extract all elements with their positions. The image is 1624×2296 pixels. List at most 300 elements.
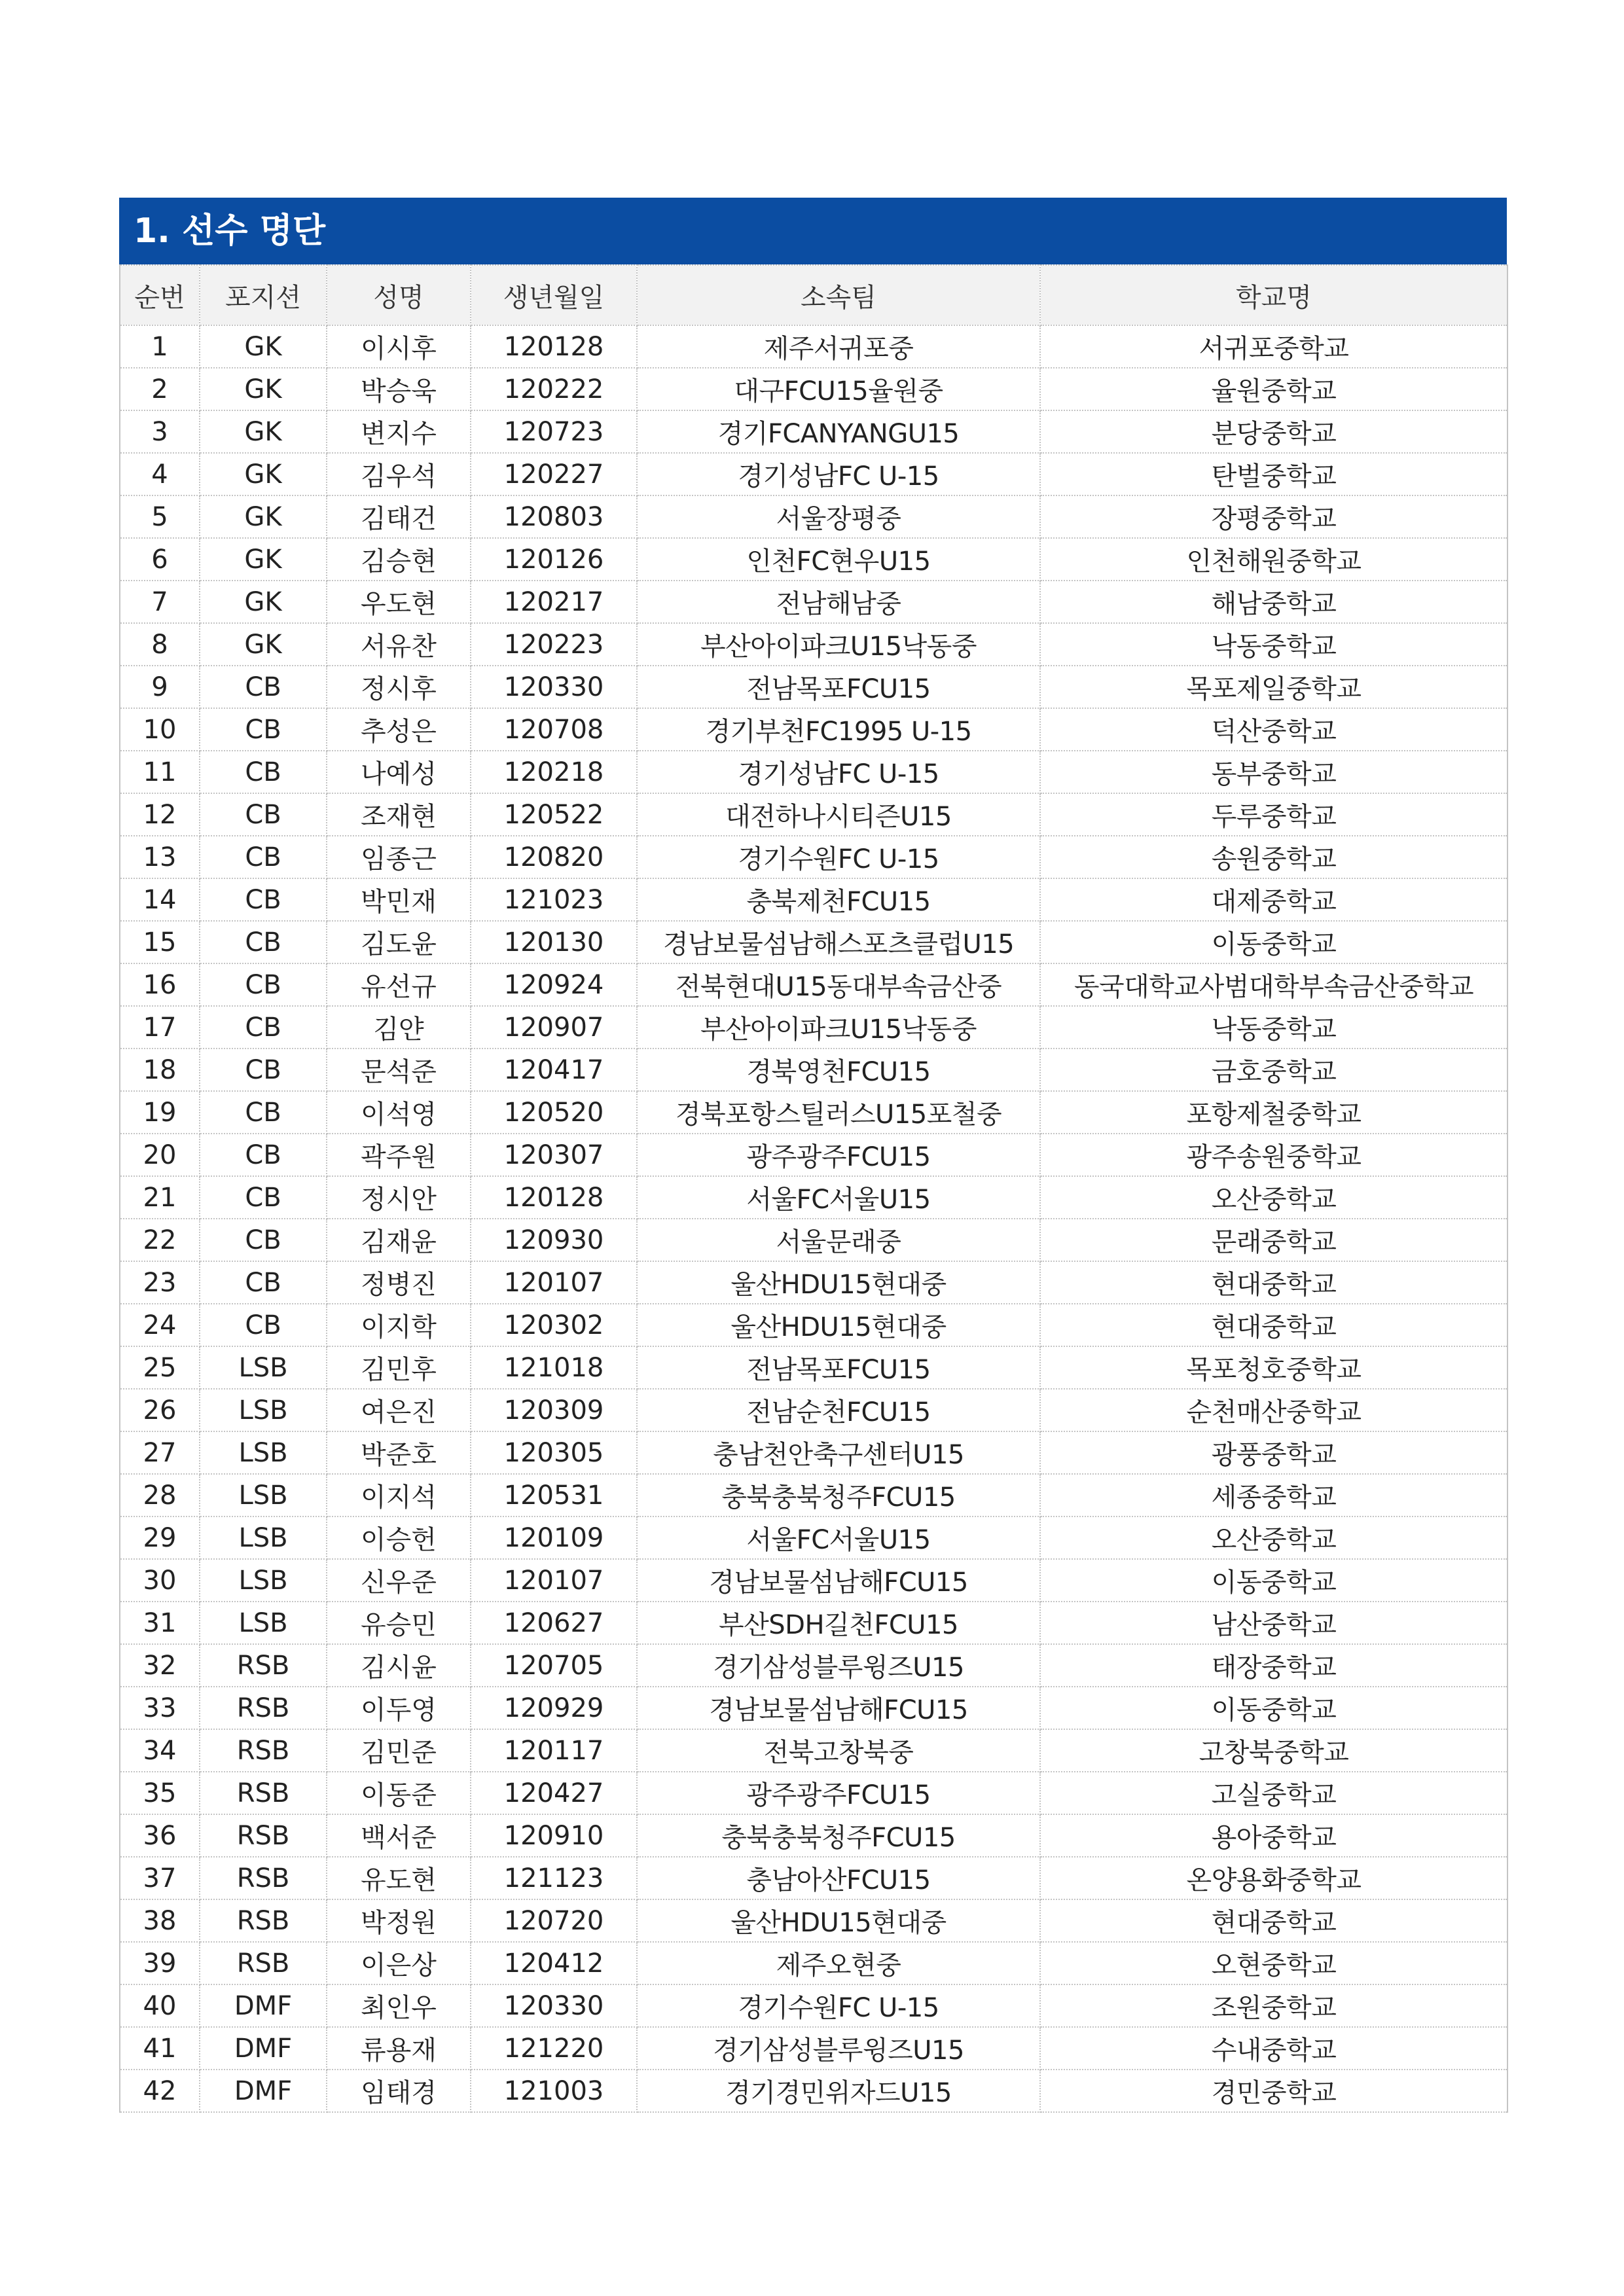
cell-number: 16 bbox=[120, 963, 200, 1006]
cell-birthdate: 120627 bbox=[471, 1602, 637, 1644]
table-row bbox=[120, 495, 1507, 538]
cell-school: 고실중학교 bbox=[1040, 1772, 1507, 1814]
cell-team: 광주광주FCU15 bbox=[637, 1134, 1040, 1176]
cell-position: GK bbox=[200, 368, 327, 410]
cell-number: 31 bbox=[120, 1602, 200, 1644]
cell-name: 이시후 bbox=[327, 325, 471, 368]
cell-team: 경기수원FC U-15 bbox=[637, 1984, 1040, 2027]
cell-team: 경기부천FC1995 U-15 bbox=[637, 708, 1040, 751]
cell-team: 대전하나시티즌U15 bbox=[637, 793, 1040, 836]
cell-name: 유도현 bbox=[327, 1857, 471, 1899]
cell-team: 전남목포FCU15 bbox=[637, 666, 1040, 708]
cell-position: GK bbox=[200, 495, 327, 538]
cell-number: 3 bbox=[120, 410, 200, 453]
cell-number: 14 bbox=[120, 878, 200, 921]
cell-name: 이지학 bbox=[327, 1304, 471, 1346]
header-name: 성명 bbox=[327, 265, 471, 325]
table-row bbox=[120, 836, 1507, 878]
cell-team: 경기성남FC U-15 bbox=[637, 751, 1040, 793]
table-row bbox=[120, 2027, 1507, 2070]
cell-name: 김도윤 bbox=[327, 921, 471, 963]
cell-birthdate: 120218 bbox=[471, 751, 637, 793]
table-row bbox=[120, 538, 1507, 581]
cell-school: 현대중학교 bbox=[1040, 1899, 1507, 1942]
cell-name: 정병진 bbox=[327, 1261, 471, 1304]
cell-number: 22 bbox=[120, 1219, 200, 1261]
cell-number: 30 bbox=[120, 1559, 200, 1602]
cell-birthdate: 120223 bbox=[471, 623, 637, 666]
cell-team: 경기수원FC U-15 bbox=[637, 836, 1040, 878]
cell-number: 33 bbox=[120, 1687, 200, 1729]
cell-number: 41 bbox=[120, 2027, 200, 2070]
cell-number: 7 bbox=[120, 581, 200, 623]
cell-name: 김민준 bbox=[327, 1729, 471, 1772]
cell-number: 29 bbox=[120, 1516, 200, 1559]
cell-number: 10 bbox=[120, 708, 200, 751]
cell-team: 울산HDU15현대중 bbox=[637, 1261, 1040, 1304]
cell-birthdate: 120126 bbox=[471, 538, 637, 581]
table-row bbox=[120, 325, 1507, 368]
cell-school: 문래중학교 bbox=[1040, 1219, 1507, 1261]
cell-birthdate: 120128 bbox=[471, 1176, 637, 1219]
cell-birthdate: 120820 bbox=[471, 836, 637, 878]
cell-position: LSB bbox=[200, 1602, 327, 1644]
cell-team: 부산아이파크U15낙동중 bbox=[637, 623, 1040, 666]
cell-team: 인천FC현우U15 bbox=[637, 538, 1040, 581]
cell-position: CB bbox=[200, 751, 327, 793]
cell-position: CB bbox=[200, 1261, 327, 1304]
cell-name: 우도현 bbox=[327, 581, 471, 623]
cell-team: 부산아이파크U15낙동중 bbox=[637, 1006, 1040, 1049]
cell-school: 두루중학교 bbox=[1040, 793, 1507, 836]
cell-number: 12 bbox=[120, 793, 200, 836]
cell-school: 목포청호중학교 bbox=[1040, 1346, 1507, 1389]
cell-birthdate: 120217 bbox=[471, 581, 637, 623]
cell-name: 조재현 bbox=[327, 793, 471, 836]
cell-position: LSB bbox=[200, 1474, 327, 1516]
cell-position: LSB bbox=[200, 1389, 327, 1431]
cell-number: 17 bbox=[120, 1006, 200, 1049]
cell-team: 울산HDU15현대중 bbox=[637, 1899, 1040, 1942]
cell-birthdate: 120929 bbox=[471, 1687, 637, 1729]
cell-position: CB bbox=[200, 793, 327, 836]
cell-birthdate: 121123 bbox=[471, 1857, 637, 1899]
cell-birthdate: 120107 bbox=[471, 1261, 637, 1304]
cell-number: 24 bbox=[120, 1304, 200, 1346]
table-row bbox=[120, 1772, 1507, 1814]
cell-school: 오산중학교 bbox=[1040, 1516, 1507, 1559]
cell-name: 최인우 bbox=[327, 1984, 471, 2027]
cell-name: 김얀 bbox=[327, 1006, 471, 1049]
cell-school: 포항제철중학교 bbox=[1040, 1091, 1507, 1134]
cell-school: 고창북중학교 bbox=[1040, 1729, 1507, 1772]
cell-school: 광주송원중학교 bbox=[1040, 1134, 1507, 1176]
cell-school: 분당중학교 bbox=[1040, 410, 1507, 453]
table-row bbox=[120, 963, 1507, 1006]
cell-position: RSB bbox=[200, 1772, 327, 1814]
cell-position: CB bbox=[200, 836, 327, 878]
cell-team: 경남보물섬남해FCU15 bbox=[637, 1559, 1040, 1602]
cell-name: 이지석 bbox=[327, 1474, 471, 1516]
cell-school: 장평중학교 bbox=[1040, 495, 1507, 538]
cell-name: 류용재 bbox=[327, 2027, 471, 2070]
cell-birthdate: 120128 bbox=[471, 325, 637, 368]
cell-name: 김태건 bbox=[327, 495, 471, 538]
cell-name: 여은진 bbox=[327, 1389, 471, 1431]
cell-name: 유선규 bbox=[327, 963, 471, 1006]
cell-number: 9 bbox=[120, 666, 200, 708]
cell-school: 오산중학교 bbox=[1040, 1176, 1507, 1219]
cell-position: GK bbox=[200, 623, 327, 666]
cell-school: 해남중학교 bbox=[1040, 581, 1507, 623]
cell-birthdate: 120924 bbox=[471, 963, 637, 1006]
cell-position: GK bbox=[200, 453, 327, 495]
cell-team: 충북충북청주FCU15 bbox=[637, 1474, 1040, 1516]
cell-birthdate: 120307 bbox=[471, 1134, 637, 1176]
cell-birthdate: 120412 bbox=[471, 1942, 637, 1984]
cell-name: 이석영 bbox=[327, 1091, 471, 1134]
cell-school: 금호중학교 bbox=[1040, 1049, 1507, 1091]
table-row bbox=[120, 1431, 1507, 1474]
cell-school: 남산중학교 bbox=[1040, 1602, 1507, 1644]
cell-team: 부산SDH길천FCU15 bbox=[637, 1602, 1040, 1644]
cell-team: 경기성남FC U-15 bbox=[637, 453, 1040, 495]
cell-birthdate: 120227 bbox=[471, 453, 637, 495]
cell-birthdate: 120305 bbox=[471, 1431, 637, 1474]
cell-position: RSB bbox=[200, 1814, 327, 1857]
header-number: 순번 bbox=[120, 265, 200, 325]
cell-number: 38 bbox=[120, 1899, 200, 1942]
table-row bbox=[120, 793, 1507, 836]
cell-birthdate: 120531 bbox=[471, 1474, 637, 1516]
cell-team: 전남목포FCU15 bbox=[637, 1346, 1040, 1389]
cell-school: 대제중학교 bbox=[1040, 878, 1507, 921]
table-row bbox=[120, 1006, 1507, 1049]
cell-number: 6 bbox=[120, 538, 200, 581]
cell-name: 이두영 bbox=[327, 1687, 471, 1729]
cell-team: 충북충북청주FCU15 bbox=[637, 1814, 1040, 1857]
cell-team: 충남천안축구센터U15 bbox=[637, 1431, 1040, 1474]
table-row bbox=[120, 1091, 1507, 1134]
cell-position: CB bbox=[200, 1006, 327, 1049]
cell-number: 18 bbox=[120, 1049, 200, 1091]
cell-school: 용아중학교 bbox=[1040, 1814, 1507, 1857]
cell-school: 이동중학교 bbox=[1040, 1687, 1507, 1729]
cell-birthdate: 121018 bbox=[471, 1346, 637, 1389]
cell-birthdate: 120222 bbox=[471, 368, 637, 410]
cell-team: 경기삼성블루윙즈U15 bbox=[637, 2027, 1040, 2070]
cell-school: 서귀포중학교 bbox=[1040, 325, 1507, 368]
table-row bbox=[120, 1857, 1507, 1899]
cell-birthdate: 120107 bbox=[471, 1559, 637, 1602]
roster-body bbox=[120, 325, 1507, 2112]
cell-team: 경기삼성블루윙즈U15 bbox=[637, 1644, 1040, 1687]
cell-position: DMF bbox=[200, 2070, 327, 2112]
cell-team: 경기FCANYANGU15 bbox=[637, 410, 1040, 453]
cell-name: 백서준 bbox=[327, 1814, 471, 1857]
roster-sheet bbox=[119, 198, 1507, 2113]
cell-name: 임종근 bbox=[327, 836, 471, 878]
cell-number: 1 bbox=[120, 325, 200, 368]
table-row bbox=[120, 1984, 1507, 2027]
table-row bbox=[120, 1729, 1507, 1772]
cell-position: GK bbox=[200, 538, 327, 581]
table-row bbox=[120, 1176, 1507, 1219]
cell-school: 낙동중학교 bbox=[1040, 623, 1507, 666]
cell-school: 수내중학교 bbox=[1040, 2027, 1507, 2070]
cell-position: CB bbox=[200, 708, 327, 751]
section-title: 1. 선수 명단 bbox=[119, 198, 1507, 264]
cell-birthdate: 120723 bbox=[471, 410, 637, 453]
cell-school: 경민중학교 bbox=[1040, 2070, 1507, 2112]
cell-birthdate: 120302 bbox=[471, 1304, 637, 1346]
cell-team: 대구FCU15율원중 bbox=[637, 368, 1040, 410]
cell-birthdate: 120910 bbox=[471, 1814, 637, 1857]
cell-number: 25 bbox=[120, 1346, 200, 1389]
cell-name: 이은상 bbox=[327, 1942, 471, 1984]
cell-position: CB bbox=[200, 1091, 327, 1134]
cell-number: 13 bbox=[120, 836, 200, 878]
cell-birthdate: 120330 bbox=[471, 1984, 637, 2027]
cell-position: RSB bbox=[200, 1729, 327, 1772]
cell-number: 15 bbox=[120, 921, 200, 963]
cell-school: 광풍중학교 bbox=[1040, 1431, 1507, 1474]
cell-team: 충남아산FCU15 bbox=[637, 1857, 1040, 1899]
cell-name: 김재윤 bbox=[327, 1219, 471, 1261]
cell-name: 김시윤 bbox=[327, 1644, 471, 1687]
cell-number: 8 bbox=[120, 623, 200, 666]
cell-number: 23 bbox=[120, 1261, 200, 1304]
cell-number: 32 bbox=[120, 1644, 200, 1687]
table-row bbox=[120, 581, 1507, 623]
cell-team: 경북포항스틸러스U15포철중 bbox=[637, 1091, 1040, 1134]
cell-birthdate: 120109 bbox=[471, 1516, 637, 1559]
cell-birthdate: 120417 bbox=[471, 1049, 637, 1091]
cell-school: 이동중학교 bbox=[1040, 1559, 1507, 1602]
cell-position: CB bbox=[200, 921, 327, 963]
table-row bbox=[120, 1474, 1507, 1516]
cell-school: 율원중학교 bbox=[1040, 368, 1507, 410]
cell-school: 세종중학교 bbox=[1040, 1474, 1507, 1516]
table-row bbox=[120, 368, 1507, 410]
cell-birthdate: 120130 bbox=[471, 921, 637, 963]
cell-birthdate: 121220 bbox=[471, 2027, 637, 2070]
cell-team: 서울문래중 bbox=[637, 1219, 1040, 1261]
cell-team: 제주오현중 bbox=[637, 1942, 1040, 1984]
table-row bbox=[120, 708, 1507, 751]
cell-birthdate: 121003 bbox=[471, 2070, 637, 2112]
cell-birthdate: 120117 bbox=[471, 1729, 637, 1772]
cell-name: 서유찬 bbox=[327, 623, 471, 666]
cell-team: 경북영천FCU15 bbox=[637, 1049, 1040, 1091]
header-school: 학교명 bbox=[1040, 265, 1507, 325]
cell-team: 경기경민위자드U15 bbox=[637, 2070, 1040, 2112]
cell-number: 42 bbox=[120, 2070, 200, 2112]
cell-team: 서울FC서울U15 bbox=[637, 1516, 1040, 1559]
cell-position: RSB bbox=[200, 1857, 327, 1899]
table-row bbox=[120, 1687, 1507, 1729]
cell-birthdate: 120705 bbox=[471, 1644, 637, 1687]
cell-number: 2 bbox=[120, 368, 200, 410]
cell-name: 이승헌 bbox=[327, 1516, 471, 1559]
table-row bbox=[120, 1389, 1507, 1431]
header-birthdate: 생년월일 bbox=[471, 265, 637, 325]
cell-number: 26 bbox=[120, 1389, 200, 1431]
cell-name: 문석준 bbox=[327, 1049, 471, 1091]
table-row bbox=[120, 1516, 1507, 1559]
header-position: 포지션 bbox=[200, 265, 327, 325]
cell-number: 27 bbox=[120, 1431, 200, 1474]
cell-birthdate: 120520 bbox=[471, 1091, 637, 1134]
cell-number: 34 bbox=[120, 1729, 200, 1772]
cell-birthdate: 120708 bbox=[471, 708, 637, 751]
cell-position: DMF bbox=[200, 1984, 327, 2027]
cell-position: CB bbox=[200, 1219, 327, 1261]
cell-birthdate: 120930 bbox=[471, 1219, 637, 1261]
cell-name: 이동준 bbox=[327, 1772, 471, 1814]
table-row bbox=[120, 1814, 1507, 1857]
cell-position: CB bbox=[200, 963, 327, 1006]
cell-position: GK bbox=[200, 581, 327, 623]
cell-position: RSB bbox=[200, 1644, 327, 1687]
cell-name: 박정원 bbox=[327, 1899, 471, 1942]
table-row bbox=[120, 410, 1507, 453]
table-row bbox=[120, 1261, 1507, 1304]
cell-team: 전북현대U15동대부속금산중 bbox=[637, 963, 1040, 1006]
table-row bbox=[120, 1602, 1507, 1644]
cell-number: 5 bbox=[120, 495, 200, 538]
cell-team: 서울FC서울U15 bbox=[637, 1176, 1040, 1219]
cell-school: 현대중학교 bbox=[1040, 1261, 1507, 1304]
cell-team: 제주서귀포중 bbox=[637, 325, 1040, 368]
table-row bbox=[120, 666, 1507, 708]
cell-position: CB bbox=[200, 666, 327, 708]
table-row bbox=[120, 2070, 1507, 2112]
cell-birthdate: 120720 bbox=[471, 1899, 637, 1942]
cell-position: GK bbox=[200, 325, 327, 368]
player-roster-table bbox=[119, 264, 1508, 2113]
cell-number: 20 bbox=[120, 1134, 200, 1176]
cell-birthdate: 120803 bbox=[471, 495, 637, 538]
table-row bbox=[120, 751, 1507, 793]
table-row bbox=[120, 1899, 1507, 1942]
cell-birthdate: 120427 bbox=[471, 1772, 637, 1814]
table-row bbox=[120, 878, 1507, 921]
cell-number: 28 bbox=[120, 1474, 200, 1516]
cell-school: 탄벌중학교 bbox=[1040, 453, 1507, 495]
cell-position: RSB bbox=[200, 1899, 327, 1942]
table-row bbox=[120, 453, 1507, 495]
cell-team: 경남보물섬남해스포츠클럽U15 bbox=[637, 921, 1040, 963]
cell-school: 덕산중학교 bbox=[1040, 708, 1507, 751]
cell-name: 김승현 bbox=[327, 538, 471, 581]
cell-birthdate: 120330 bbox=[471, 666, 637, 708]
cell-number: 4 bbox=[120, 453, 200, 495]
table-row bbox=[120, 1304, 1507, 1346]
cell-name: 변지수 bbox=[327, 410, 471, 453]
cell-position: GK bbox=[200, 410, 327, 453]
cell-school: 이동중학교 bbox=[1040, 921, 1507, 963]
cell-birthdate: 120309 bbox=[471, 1389, 637, 1431]
cell-school: 동국대학교사범대학부속금산중학교 bbox=[1040, 963, 1507, 1006]
cell-number: 19 bbox=[120, 1091, 200, 1134]
cell-position: CB bbox=[200, 1134, 327, 1176]
cell-school: 동부중학교 bbox=[1040, 751, 1507, 793]
table-row bbox=[120, 1219, 1507, 1261]
cell-team: 전북고창북중 bbox=[637, 1729, 1040, 1772]
cell-team: 전남해남중 bbox=[637, 581, 1040, 623]
cell-name: 김우석 bbox=[327, 453, 471, 495]
cell-number: 35 bbox=[120, 1772, 200, 1814]
cell-position: CB bbox=[200, 878, 327, 921]
cell-name: 신우준 bbox=[327, 1559, 471, 1602]
cell-position: RSB bbox=[200, 1687, 327, 1729]
cell-position: LSB bbox=[200, 1431, 327, 1474]
cell-name: 나예성 bbox=[327, 751, 471, 793]
cell-number: 11 bbox=[120, 751, 200, 793]
cell-position: CB bbox=[200, 1049, 327, 1091]
cell-number: 21 bbox=[120, 1176, 200, 1219]
cell-school: 순천매산중학교 bbox=[1040, 1389, 1507, 1431]
cell-team: 광주광주FCU15 bbox=[637, 1772, 1040, 1814]
table-row bbox=[120, 1134, 1507, 1176]
table-row bbox=[120, 1559, 1507, 1602]
cell-school: 온양용화중학교 bbox=[1040, 1857, 1507, 1899]
cell-position: CB bbox=[200, 1176, 327, 1219]
table-row bbox=[120, 1644, 1507, 1687]
cell-name: 추성은 bbox=[327, 708, 471, 751]
cell-number: 40 bbox=[120, 1984, 200, 2027]
cell-school: 조원중학교 bbox=[1040, 1984, 1507, 2027]
cell-school: 낙동중학교 bbox=[1040, 1006, 1507, 1049]
table-row bbox=[120, 623, 1507, 666]
cell-team: 울산HDU15현대중 bbox=[637, 1304, 1040, 1346]
table-row bbox=[120, 1942, 1507, 1984]
cell-team: 충북제천FCU15 bbox=[637, 878, 1040, 921]
cell-school: 송원중학교 bbox=[1040, 836, 1507, 878]
table-header-row bbox=[120, 265, 1507, 325]
cell-school: 오현중학교 bbox=[1040, 1942, 1507, 1984]
cell-school: 인천해원중학교 bbox=[1040, 538, 1507, 581]
table-row bbox=[120, 1346, 1507, 1389]
cell-name: 임태경 bbox=[327, 2070, 471, 2112]
cell-team: 경남보물섬남해FCU15 bbox=[637, 1687, 1040, 1729]
cell-birthdate: 120522 bbox=[471, 793, 637, 836]
cell-name: 유승민 bbox=[327, 1602, 471, 1644]
cell-name: 박준호 bbox=[327, 1431, 471, 1474]
cell-position: LSB bbox=[200, 1516, 327, 1559]
cell-team: 서울장평중 bbox=[637, 495, 1040, 538]
cell-position: LSB bbox=[200, 1559, 327, 1602]
cell-birthdate: 121023 bbox=[471, 878, 637, 921]
header-team: 소속팀 bbox=[637, 265, 1040, 325]
cell-birthdate: 120907 bbox=[471, 1006, 637, 1049]
cell-name: 곽주원 bbox=[327, 1134, 471, 1176]
cell-school: 태장중학교 bbox=[1040, 1644, 1507, 1687]
cell-position: RSB bbox=[200, 1942, 327, 1984]
cell-name: 박민재 bbox=[327, 878, 471, 921]
table-row bbox=[120, 1049, 1507, 1091]
cell-position: DMF bbox=[200, 2027, 327, 2070]
cell-name: 정시후 bbox=[327, 666, 471, 708]
cell-position: CB bbox=[200, 1304, 327, 1346]
cell-number: 39 bbox=[120, 1942, 200, 1984]
cell-team: 전남순천FCU15 bbox=[637, 1389, 1040, 1431]
cell-name: 박승욱 bbox=[327, 368, 471, 410]
cell-name: 정시안 bbox=[327, 1176, 471, 1219]
table-row bbox=[120, 921, 1507, 963]
cell-position: LSB bbox=[200, 1346, 327, 1389]
